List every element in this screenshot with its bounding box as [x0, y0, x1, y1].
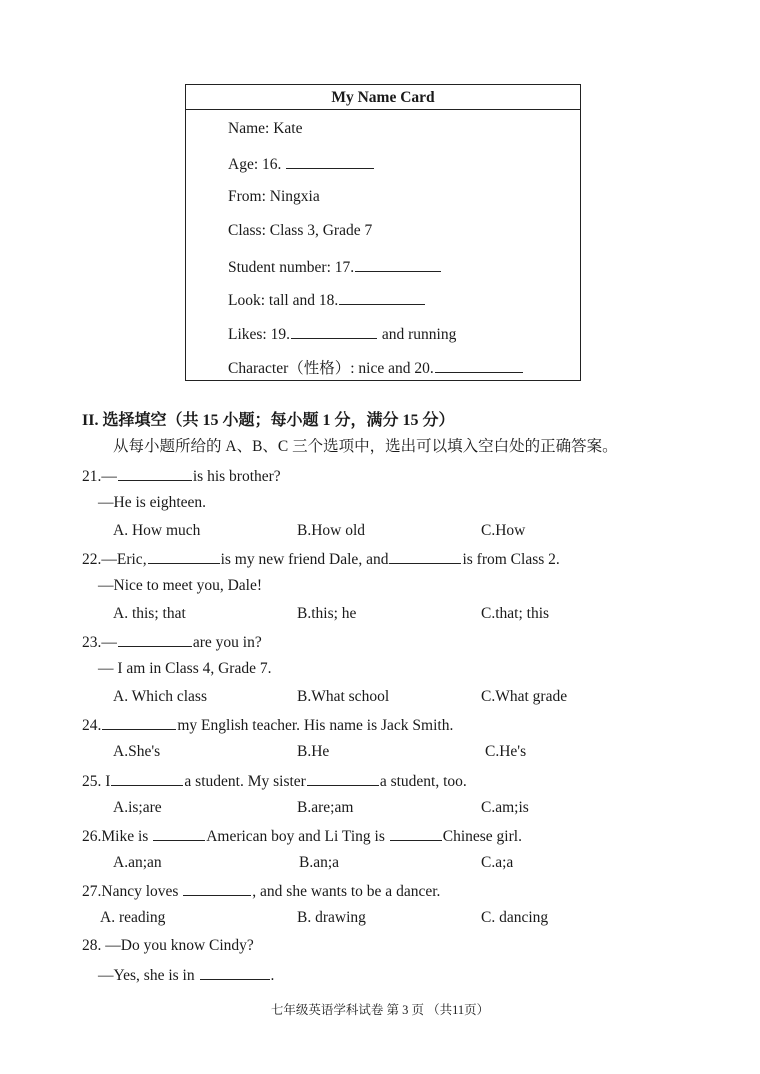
page-footer: 七年级英语学科试卷 第 3 页 （共11页） [270, 1003, 490, 1017]
name-card-title: My Name Card [186, 85, 580, 110]
card-row-class [228, 222, 372, 240]
question-text: . [270, 967, 275, 984]
question-25 [82, 771, 467, 791]
card-row-look [228, 290, 426, 310]
question-text: 21.— [82, 468, 117, 485]
option-a[interactable]: A. Which class [113, 688, 207, 705]
answer-blank[interactable] [389, 549, 461, 564]
option-a[interactable]: A.She's [113, 743, 161, 760]
answer-blank[interactable] [355, 257, 441, 272]
question-22-response: —Nice to meet you, Dale! [98, 577, 262, 594]
card-row-label: Look: tall and 18. [228, 292, 339, 309]
card-row-label: From: Ningxia [228, 188, 320, 205]
question-text: American boy and Li Ting is [206, 828, 385, 845]
card-row-age [228, 154, 375, 174]
answer-blank[interactable] [183, 881, 251, 896]
card-row-likes [228, 324, 456, 344]
answer-blank[interactable] [118, 632, 192, 647]
question-text: is from Class 2. [462, 551, 560, 568]
answer-blank[interactable] [118, 466, 192, 481]
card-row-suffix: and running [381, 326, 457, 343]
question-22 [82, 549, 560, 569]
card-row-label: Name: Kate [228, 120, 303, 137]
answer-blank[interactable] [435, 358, 523, 373]
answer-blank[interactable] [339, 290, 425, 305]
question-text: 25. I [82, 773, 111, 790]
question-text: 27.Nancy loves [82, 883, 179, 900]
answer-blank[interactable] [102, 715, 176, 730]
option-a[interactable]: A.an;an [113, 854, 162, 871]
option-c[interactable]: C.a;a [481, 854, 514, 871]
question-text: is his brother? [192, 468, 281, 485]
question-text: 24. [82, 717, 102, 734]
question-21 [82, 466, 281, 486]
option-c[interactable]: C.He's [485, 743, 527, 760]
question-text: a student. My sister [184, 773, 306, 790]
question-23-response: — I am in Class 4, Grade 7. [98, 660, 272, 677]
section-heading: II. 选择填空（共 15 小题；每小题 1 分，满分 15 分） [82, 412, 455, 429]
option-b[interactable]: B.How old [297, 522, 366, 539]
card-row-from [228, 188, 320, 206]
question-text: are you in? [192, 634, 262, 651]
answer-blank[interactable] [148, 549, 220, 564]
card-row-label: Age: 16. [228, 156, 282, 173]
option-b[interactable]: B.He [297, 743, 330, 760]
question-text: , and she wants to be a dancer. [252, 883, 441, 900]
option-b[interactable]: B.an;a [299, 854, 340, 871]
option-b[interactable]: B.this; he [297, 605, 357, 622]
answer-blank[interactable] [153, 826, 205, 841]
question-text: 22.—Eric, [82, 551, 147, 568]
option-c[interactable]: C.How [481, 522, 526, 539]
question-23 [82, 632, 262, 652]
question-text: 26.Mike is [82, 828, 149, 845]
option-b[interactable]: B. drawing [297, 909, 366, 926]
card-row-label: Class: Class 3, Grade 7 [228, 222, 373, 239]
answer-blank[interactable] [111, 771, 183, 786]
option-a[interactable]: A. reading [100, 909, 166, 926]
option-a[interactable]: A. How much [113, 522, 201, 539]
option-c[interactable]: C. dancing [481, 909, 549, 926]
card-row-name [228, 120, 302, 138]
card-row-label: Student number: 17. [228, 259, 355, 276]
question-text: a student, too. [379, 773, 467, 790]
section-instruction: 从每小题所给的 A、B、C 三个选项中，选出可以填入空白处的正确答案。 [113, 438, 618, 455]
question-text: 23.— [82, 634, 117, 651]
option-c[interactable]: C.am;is [481, 799, 529, 816]
card-row-label: Character（性格）: nice and 20. [228, 360, 434, 377]
answer-blank[interactable] [286, 154, 374, 169]
option-a[interactable]: A.is;are [113, 799, 162, 816]
question-text: Chinese girl. [442, 828, 522, 845]
option-b[interactable]: B.are;am [297, 799, 354, 816]
question-26 [82, 826, 522, 846]
option-c[interactable]: C.that; this [481, 605, 550, 622]
answer-blank[interactable] [291, 324, 377, 339]
option-c[interactable]: C.What grade [481, 688, 568, 705]
card-row-character [228, 358, 524, 378]
question-27 [82, 881, 440, 901]
question-21-response: —He is eighteen. [98, 494, 207, 511]
option-b[interactable]: B.What school [297, 688, 390, 705]
question-text: is my new friend Dale, and [220, 551, 389, 568]
question-24 [82, 715, 453, 735]
card-row-label: Likes: 19. [228, 326, 290, 343]
answer-blank[interactable] [200, 965, 270, 980]
answer-blank[interactable] [307, 771, 379, 786]
option-a[interactable]: A. this; that [113, 605, 186, 622]
question-text: —Yes, she is in [98, 967, 195, 984]
name-card [185, 84, 581, 381]
question-28-response [98, 965, 274, 985]
card-row-student-number [228, 257, 442, 277]
question-text: my English teacher. His name is Jack Smith. [177, 717, 454, 734]
answer-blank[interactable] [390, 826, 442, 841]
question-28: 28. —Do you know Cindy? [82, 937, 254, 954]
